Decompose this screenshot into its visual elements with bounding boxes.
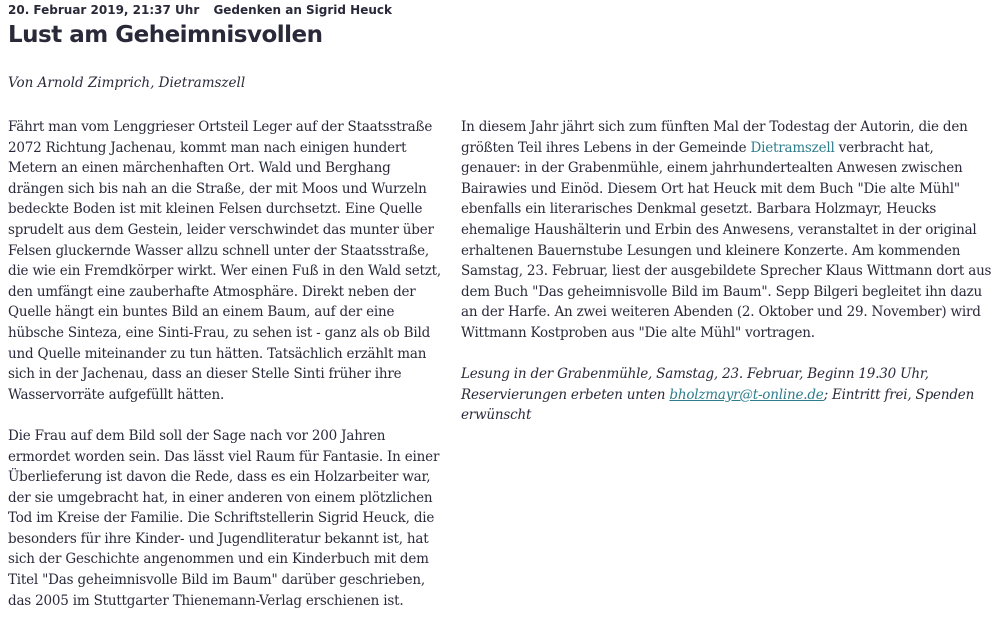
article-keyword: Gedenken an Sigrid Heuck — [213, 3, 392, 17]
event-info-text: ; Eintritt frei, Spenden erwünscht — [461, 386, 975, 424]
article-paragraph — [461, 117, 996, 344]
article-meta — [8, 3, 392, 17]
event-info-text: Lesung in der Grabenmühle, Samstag, 23. Februar, Beginn 19.30 Uhr, Reservierungen erbeten unten — [461, 366, 929, 403]
publish-date: 20. Februar 2019, 21:37 Uhr — [8, 3, 200, 17]
article-column-left — [8, 117, 448, 632]
paragraph-text: verbracht hat, genauer: in der Grabenmühle, einem jahrhundertealten Anwesen zwischen Bairawies und Einöd. Diesem Ort hat Heuck mit dem Buch "Die alte Mühl" ebenfalls ein literarisches Denkmal gesetzt. Barbara Holzmayr, Heucks ehemalige Haushälterin und Erbin des Anwesens, veranstaltet in der original erhaltenen Bauernstube Lesungen und kleinere Konzerte. Am kommenden Samstag, 23. Februar, liest der ausgebildete Sprecher Klaus Wittmann dort aus dem Buch "Das geheimnisvolle Bild im Baum". Sepp Bilgeri begleitet ihn dazu an der Harfe. An zwei weiteren Abenden (2. Oktober und 29. November) wird Wittmann Kostproben aus "Die alte Mühl" vortragen. — [461, 139, 992, 341]
event-info — [461, 364, 996, 426]
paragraph-text: In diesem Jahr jährt sich zum fünften Mal der Todestag der Autorin, die den größten Teil ihres Lebens in der Gemeinde — [461, 119, 968, 156]
article-title: Lust am Geheimnisvollen — [8, 22, 323, 48]
author-line: Von Arnold Zimprich, Dietramszell — [8, 75, 246, 91]
article-column-right — [461, 117, 996, 447]
email-link[interactable]: bholzmayr@t-online.de — [669, 386, 824, 403]
article-paragraph: Die Frau auf dem Bild soll der Sage nach vor 200 Jahren ermordet worden sein. Das lässt viel Raum für Fantasie. In einer Überlieferung ist davon die Rede, dass es ein Holzarbeiter war, der sie umgebracht hat, in einer anderen von einem plötzlichen Tod im Kreise der Familie. Die Schriftstellerin Sigrid Heuck, die besonders für ihre Kinder- und Jugendliteratur bekannt ist, hat sich der Geschichte angenommen und ein Kinderbuch mit dem Titel "Das geheimnisvolle Bild im Baum" darüber geschrieben, das 2005 im Stuttgarter Thienemann-Verlag erschienen ist. — [8, 427, 440, 609]
dietramszell-link[interactable]: Dietramszell — [750, 139, 835, 156]
article-paragraph: Fährt man vom Lenggrieser Ortsteil Leger auf der Staatsstraße 2072 Richtung Jachenau, kommt man nach einigen hundert Metern an einen märchenhaften Ort. Wald und Berghang drängen sich bis nah an die Straße, der mit Moos und Wurzeln bedeckte Boden ist mit kleinen Felsen durchsetzt. Eine Quelle sprudelt aus dem Gestein, leider verschwindet das munter über Felsen gluckernde Wasser allzu schnell unter der Staatsstraße, die wie ein Fremdkörper wirkt. Wer einen Fuß in den Wald setzt, den umfängt eine zauberhafte Atmosphäre. Direkt neben der Quelle hängt ein buntes Bild an einem Baum, auf der eine hübsche Sinteza, eine Sinti-Frau, zu sehen ist - ganz als ob Bild und Quelle miteinander zu tun hätten. Tatsächlich erzählt man sich in der Jachenau, dass an dieser Stelle Sinti früher ihre Wasservorräte aufgefüllt hätten. — [8, 119, 441, 403]
